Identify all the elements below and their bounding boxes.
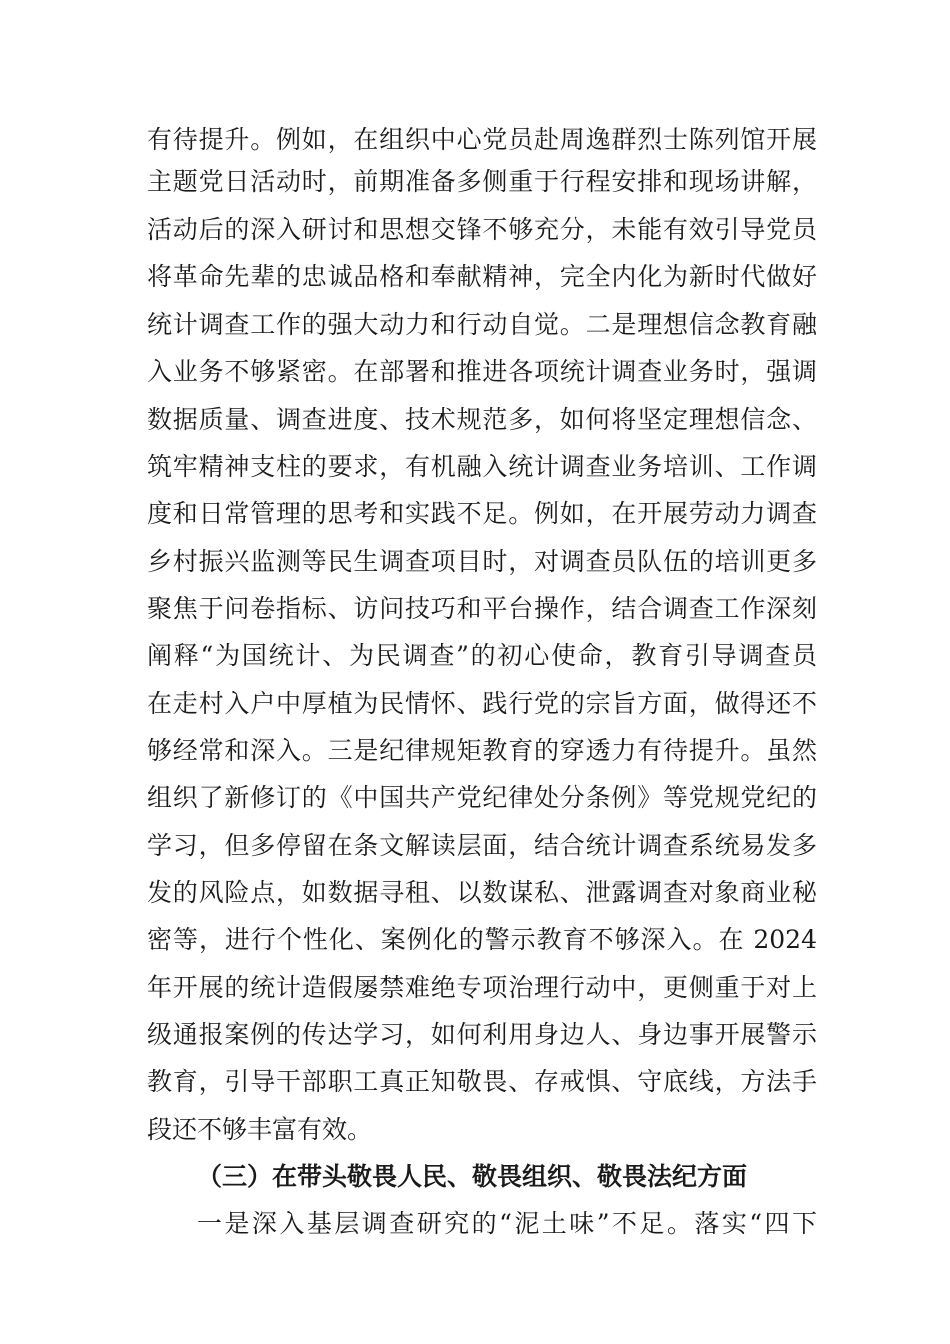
paragraph-line: 阐释“为国统计、为民调查”的初心使命，教育引导调查员: [147, 641, 817, 670]
paragraph-line: 够经常和深入。三是纪律规矩教育的穿透力有待提升。虽然: [147, 736, 817, 765]
paragraph-line: 段还不够丰富有效。: [147, 1115, 373, 1144]
paragraph-line: 密等，进行个性化、案例化的警示教育不够深入。在 2024: [147, 925, 817, 954]
paragraph-line: 入业务不够紧密。在部署和推进各项统计调查业务时，强调: [147, 357, 817, 386]
paragraph-line: 统计调查工作的强大动力和行动自觉。二是理想信念教育融: [147, 310, 817, 339]
paragraph-line: 筑牢精神支柱的要求，有机融入统计调查业务培训、工作调: [147, 452, 817, 481]
next-paragraph-line: 一是深入基层调查研究的“泥土味”不足。落实“四下: [197, 1209, 817, 1238]
paragraph-line: 主题党日活动时，前期准备多侧重于行程安排和现场讲解，: [147, 167, 817, 196]
paragraph-line: 聚焦于问卷指标、访问技巧和平台操作，结合调查工作深刻: [147, 594, 817, 623]
paragraph-line: 在走村入户中厚植为民情怀、践行党的宗旨方面，做得还不: [147, 689, 817, 718]
paragraph-line: 组织了新修订的《中国共产党纪律处分条例》等党规党纪的: [147, 783, 817, 812]
paragraph-line: 数据质量、调查进度、技术规范多，如何将坚定理想信念、: [147, 405, 817, 434]
paragraph-line: 有待提升。例如，在组织中心党员赴周逸群烈士陈列馆开展: [147, 125, 817, 154]
paragraph-line: 乡村振兴监测等民生调查项目时，对调查员队伍的培训更多: [147, 547, 817, 576]
paragraph-line: 年开展的统计造假屡禁难绝专项治理行动中，更侧重于对上: [147, 973, 817, 1002]
section-heading: （三）在带头敬畏人民、敬畏组织、敬畏法纪方面: [197, 1162, 748, 1191]
paragraph-line: 将革命先辈的忠诚品格和奉献精神，完全内化为新时代做好: [147, 262, 817, 291]
paragraph-line: 度和日常管理的思考和实践不足。例如，在开展劳动力调查: [147, 499, 817, 528]
paragraph-line: 发的风险点，如数据寻租、以数谋私、泄露调查对象商业秘: [147, 878, 817, 907]
paragraph-line: 学习，但多停留在条文解读层面，结合统计调查系统易发多: [147, 831, 817, 860]
paragraph-line: 教育，引导干部职工真正知敬畏、存戒惧、守底线，方法手: [147, 1067, 817, 1096]
paragraph-line: 级通报案例的传达学习，如何利用身边人、身边事开展警示: [147, 1020, 817, 1049]
paragraph-line: 活动后的深入研讨和思想交锋不够充分，未能有效引导党员: [147, 215, 817, 244]
